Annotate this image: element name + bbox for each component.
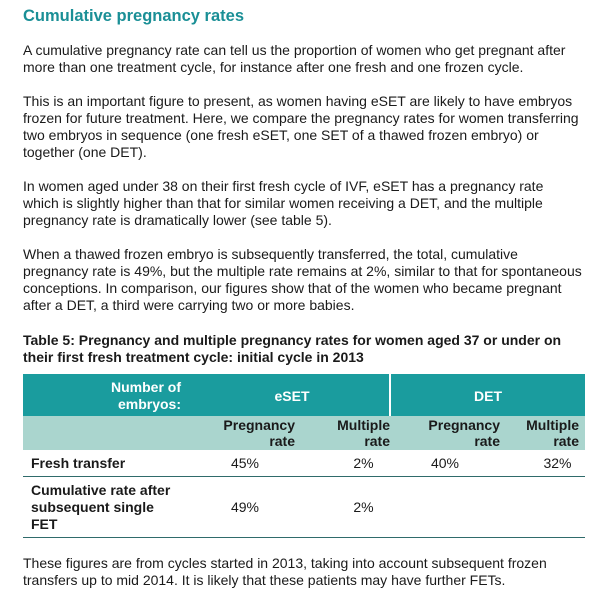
header-number-of-embryos-line1: Number of — [111, 379, 181, 395]
subheader-det-pregnancy-line2: rate — [474, 433, 500, 449]
subheader-det-multiple-rate — [500, 416, 585, 450]
pregnancy-rates-table — [23, 374, 585, 538]
table-row-cumulative — [23, 477, 585, 538]
cell-det-multiple-fresh: 32% — [500, 450, 585, 477]
subheader-eset-multiple-rate — [295, 416, 390, 450]
subheader-eset-pregnancy-rate — [195, 416, 295, 450]
subheader-det-multiple-line2: rate — [553, 433, 579, 449]
section-heading: Cumulative pregnancy rates — [23, 7, 244, 25]
table-subheader-row — [23, 416, 585, 450]
cell-det-pregnancy-fresh: 40% — [390, 450, 500, 477]
subheader-eset-pregnancy-line2: rate — [269, 433, 295, 449]
subheader-det-multiple-line1: Multiple — [526, 417, 579, 433]
subheader-det-pregnancy-line1: Pregnancy — [428, 417, 500, 433]
cell-eset-pregnancy-cumulative: 49% — [195, 477, 295, 538]
document-page — [23, 6, 583, 589]
paragraph-footnote: These figures are from cycles started in 2013, taking into account subsequent frozen transfers up to mid 2014. It is likely that these patients may have further FETs. — [23, 555, 547, 588]
row-label-cumulative-line3: FET — [31, 515, 58, 532]
subheader-det-pregnancy-rate — [390, 416, 500, 450]
cell-det-multiple-cumulative — [500, 477, 585, 538]
cell-eset-multiple-cumulative: 2% — [295, 477, 390, 538]
subheader-eset-multiple-line2: rate — [364, 433, 390, 449]
cell-eset-multiple-fresh: 2% — [295, 450, 390, 477]
row-label-cumulative-line2: subsequent single — [31, 498, 154, 515]
row-label-fresh-transfer: Fresh transfer — [23, 450, 195, 477]
row-label-cumulative — [23, 477, 195, 538]
subheader-eset-multiple-line1: Multiple — [337, 417, 390, 433]
cell-det-pregnancy-cumulative — [390, 477, 500, 538]
table-header-row — [23, 374, 585, 416]
paragraph-under-38-comparison: In women aged under 38 on their first fresh cycle of IVF, eSET has a pregnancy rate which is slightly higher than that for similar women receiving a DET, and the multiple pregnancy rate is dramatically lower (see table 5). — [23, 178, 544, 228]
header-group-eset: eSET — [195, 374, 390, 416]
paragraph-cumulative-definition: A cumulative pregnancy rate can tell us the proportion of women who get pregnant after more than one treatment cycle, for instance after one fresh and one frozen cycle. — [23, 42, 566, 75]
header-number-of-embryos — [23, 374, 195, 416]
subheader-eset-pregnancy-line1: Pregnancy — [223, 417, 295, 433]
paragraph-frozen-transfer: When a thawed frozen embryo is subsequently transferred, the total, cumulative pregnancy rate is 49%, but the multiple rate remains at 2%, similar to that for spontaneous conceptions. In comparison, our figures show that of the women who became pregnant after a DET, a third were carrying two or more babies. — [23, 246, 582, 313]
paragraph-importance: This is an important figure to present, as women having eSET are likely to have embryos frozen for future treatment. Here, we compare the pregnancy rates for women transferring two embryos in sequence (one fresh eSET, one SET of a thawed frozen embryo) or together (one DET). — [23, 93, 579, 160]
table-caption: Table 5: Pregnancy and multiple pregnancy rates for women aged 37 or under on their first fresh treatment cycle: initial cycle in 2013 — [23, 332, 562, 365]
subheader-blank-cell — [23, 416, 195, 450]
header-number-of-embryos-line2: embryos: — [117, 396, 181, 412]
row-label-cumulative-line1: Cumulative rate after — [31, 481, 171, 498]
table-row-fresh-transfer — [23, 450, 585, 477]
header-group-det: DET — [390, 374, 585, 416]
cell-eset-pregnancy-fresh: 45% — [195, 450, 295, 477]
